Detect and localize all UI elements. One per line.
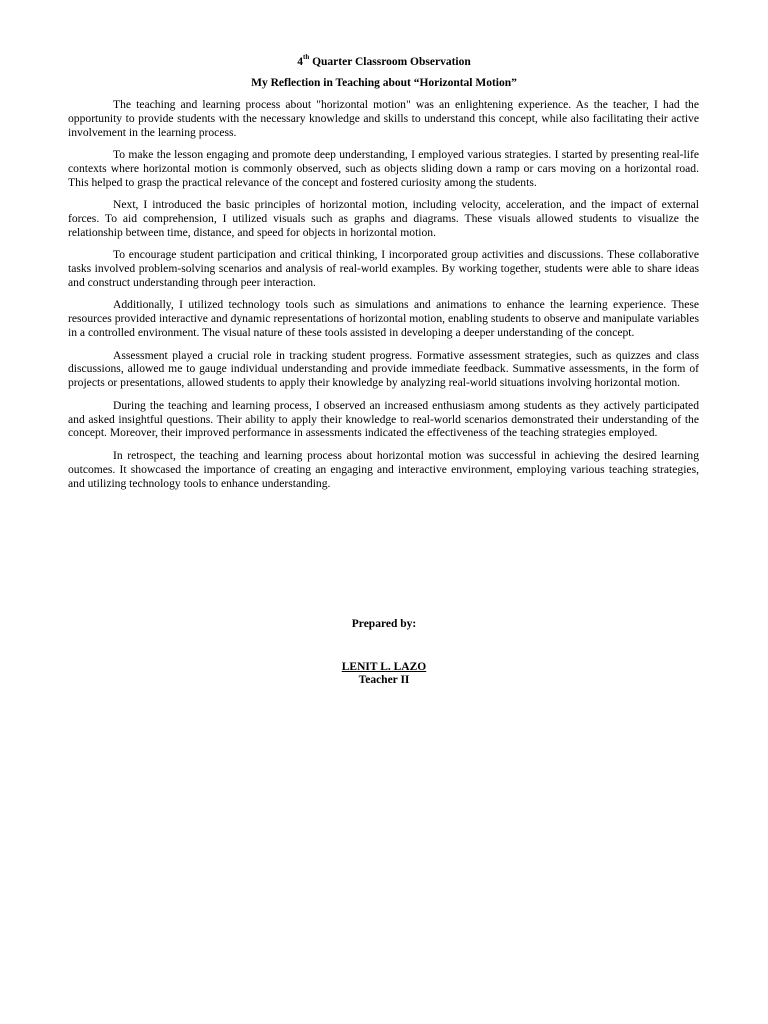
title-superscript: th bbox=[302, 53, 310, 62]
signer-role: Teacher II bbox=[358, 674, 410, 686]
document-subtitle: My Reflection in Teaching about “Horizontal Motion” bbox=[251, 77, 517, 89]
paragraph: Next, I introduced the basic principles of horizontal motion, including velocity, acceleration, and the impact of external forces. To aid comprehension, I utilized visuals such as graphs and diagrams. These visuals allowed students to visualize the relationship between time, distance, and speed for objects in horizontal motion. bbox=[68, 198, 699, 240]
paragraph: Additionally, I utilized technology tools such as simulations and animations to enhance the learning experience. These resources provided interactive and dynamic representations of horizontal motion, enabling students to observe and manipulate variables in a controlled environment. The visual nature of these tools assisted in developing a deeper understanding of the concept. bbox=[68, 298, 699, 340]
paragraph: The teaching and learning process about "horizontal motion" was an enlightening experience. As the teacher, I had the opportunity to provide students with the necessary knowledge and skills to understand this concept, while also facilitating their active involvement in the learning process. bbox=[68, 98, 699, 139]
title-number: 4 bbox=[297, 56, 303, 68]
paragraph: To make the lesson engaging and promote deep understanding, I employed various strategies. I started by presenting real-life contexts where horizontal motion is commonly observed, such as objects sliding down a ramp or cars moving on a horizontal road. This helped to grasp the practical relevance of the concept and fostered curiosity among the students. bbox=[68, 148, 699, 189]
prepared-by-label: Prepared by: bbox=[351, 618, 417, 630]
document-body bbox=[68, 98, 699, 499]
paragraph: To encourage student participation and critical thinking, I incorporated group activities and discussions. These collaborative tasks involved problem-solving scenarios and analysis of real-world examples. By working together, students were able to share ideas and construct understanding through peer interaction. bbox=[68, 248, 699, 290]
title-rest: Quarter Classroom Observation bbox=[309, 56, 471, 68]
paragraph: During the teaching and learning process, I observed an increased enthusiasm among students as they actively participated and asked insightful questions. Their ability to apply their knowledge to real-world scenarios demonstrated their understanding of the concept. Moreover, their improved performance in assessments indicated the effectiveness of the teaching strategies employed. bbox=[68, 398, 699, 440]
signer-name: LENIT L. LAZO bbox=[341, 661, 427, 673]
paragraph: Assessment played a crucial role in tracking student progress. Formative assessment strategies, such as quizzes and class discussions, allowed me to gauge individual understanding and provide immediate feedback. Summative assessments, in the form of projects or presentations, allowed students to apply their knowledge by analyzing real-world situations involving horizontal motion. bbox=[68, 348, 699, 390]
signer-name-line bbox=[0, 661, 768, 674]
document-title bbox=[0, 55, 768, 69]
paragraph: In retrospect, the teaching and learning process about horizontal motion was successful in achieving the desired learning outcomes. It showcased the importance of creating an engaging and interactive environment, employing various teaching strategies, and utilizing technology tools to enhance understanding. bbox=[68, 448, 699, 490]
